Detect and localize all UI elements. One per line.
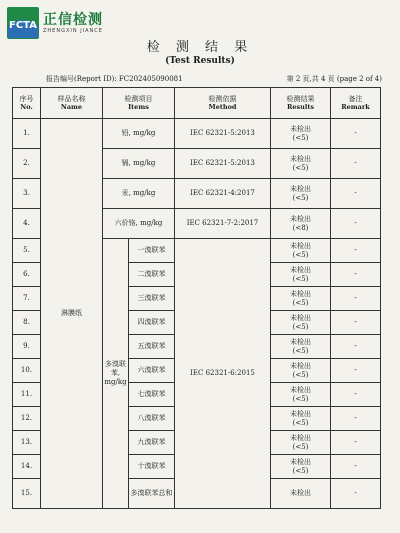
table-row: 6. 二溴联苯 未检出 (<5) - xyxy=(13,263,381,287)
table-row: 1. 淋膜纸 铅, mg/kg IEC 62321-5:2013 未检出 (<5) - xyxy=(13,119,381,149)
logo-english-name: ZHENGXIN JIANCE xyxy=(43,27,103,34)
group-label: 多溴联苯, mg/kg xyxy=(103,239,129,509)
table-row: 9. 五溴联苯 未检出 (<5) - xyxy=(13,335,381,359)
header-results: 检测结果 Results xyxy=(271,88,331,119)
sample-name: 淋膜纸 xyxy=(41,119,103,509)
header-no: 序号 No. xyxy=(13,88,41,119)
table-row: 2. 镉, mg/kg IEC 62321-5:2013 未检出 (<5) - xyxy=(13,149,381,179)
table-row: 4. 六价铬, mg/kg IEC 62321-7-2:2017 未检出 (<8) - xyxy=(13,209,381,239)
table-row: 11. 七溴联苯 未检出 (<5) - xyxy=(13,383,381,407)
group-method: IEC 62321-6:2015 xyxy=(175,239,271,509)
table-row: 10. 六溴联苯 未检出 (<5) - xyxy=(13,359,381,383)
page-title-en: (Test Results) xyxy=(165,56,235,66)
table-row: 14. 十溴联苯 未检出 (<5) - xyxy=(13,455,381,479)
page-number: 第 2 页,共 4 页 (page 2 of 4) xyxy=(286,75,382,83)
table-row: 13. 九溴联苯 未检出 (<5) - xyxy=(13,431,381,455)
page-title-cn: 检 测 结 果 xyxy=(146,40,254,55)
fcta-badge-icon xyxy=(6,6,40,40)
logo-chinese-name: 正信检测 xyxy=(43,11,103,28)
header-remark: 备注 Remark xyxy=(331,88,381,119)
report-id: 报告编号(Report ID): FC202405090081 xyxy=(46,75,183,83)
company-logo xyxy=(6,6,103,40)
header-method: 检测依据 Method xyxy=(175,88,271,119)
table-header-row xyxy=(13,88,381,119)
svg-text:FCTA: FCTA xyxy=(9,20,37,31)
results-table xyxy=(12,87,381,509)
table-row: 15. 多溴联苯总和 未检出 - xyxy=(13,479,381,509)
table-row: 7. 三溴联苯 未检出 (<5) - xyxy=(13,287,381,311)
table-row: 5. 多溴联苯, mg/kg 一溴联苯 IEC 62321-6:2015 未检出 (<5) - xyxy=(13,239,381,263)
header-name: 样品名称 Name xyxy=(41,88,103,119)
table-row: 3. 汞, mg/kg IEC 62321-4:2017 未检出 (<5) - xyxy=(13,179,381,209)
table-row: 8. 四溴联苯 未检出 (<5) - xyxy=(13,311,381,335)
header-items: 检测项目 Items xyxy=(103,88,175,119)
table-row: 12. 八溴联苯 未检出 (<5) - xyxy=(13,407,381,431)
